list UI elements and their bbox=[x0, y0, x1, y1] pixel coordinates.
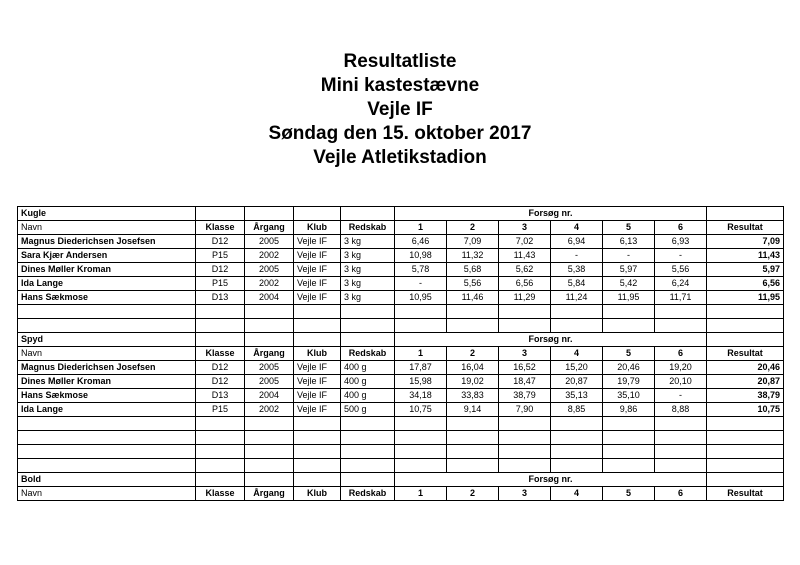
attempt-value: 7,90 bbox=[499, 403, 551, 417]
implement: 500 g bbox=[341, 403, 395, 417]
attempt-value: 5,38 bbox=[551, 263, 603, 277]
empty-cell bbox=[245, 445, 294, 459]
empty-cell bbox=[245, 417, 294, 431]
empty-cell bbox=[447, 445, 499, 459]
athlete-name: Sara Kjær Andersen bbox=[18, 249, 196, 263]
athlete-birth-year: 2005 bbox=[245, 375, 294, 389]
empty-cell bbox=[603, 445, 655, 459]
empty-cell bbox=[196, 473, 245, 487]
athlete-class: P15 bbox=[196, 249, 245, 263]
column-header-attempt: 3 bbox=[499, 487, 551, 501]
empty-cell bbox=[551, 445, 603, 459]
athlete-row bbox=[18, 277, 784, 291]
empty-cell bbox=[294, 459, 341, 473]
athlete-row bbox=[18, 249, 784, 263]
athlete-row bbox=[18, 389, 784, 403]
implement: 3 kg bbox=[341, 291, 395, 305]
athlete-birth-year: 2005 bbox=[245, 263, 294, 277]
attempt-value: 33,83 bbox=[447, 389, 499, 403]
athlete-row bbox=[18, 375, 784, 389]
empty-cell bbox=[196, 207, 245, 221]
athlete-name: Dines Møller Kroman bbox=[18, 375, 196, 389]
section-title: Kugle bbox=[18, 207, 196, 221]
attempt-value: 16,04 bbox=[447, 361, 499, 375]
athlete-club: Vejle IF bbox=[294, 235, 341, 249]
column-header-attempt: 2 bbox=[447, 347, 499, 361]
empty-cell bbox=[341, 431, 395, 445]
attempt-value: 18,47 bbox=[499, 375, 551, 389]
empty-cell bbox=[655, 459, 707, 473]
athlete-class: D13 bbox=[196, 291, 245, 305]
attempts-group-header: Forsøg nr. bbox=[395, 207, 707, 221]
attempt-value: 15,98 bbox=[395, 375, 447, 389]
empty-cell bbox=[196, 431, 245, 445]
column-header-attempt: 1 bbox=[395, 221, 447, 235]
column-header-resultat: Resultat bbox=[707, 347, 784, 361]
athlete-club: Vejle IF bbox=[294, 403, 341, 417]
event-name: Mini kastestævne bbox=[320, 75, 480, 96]
attempt-value: 20,10 bbox=[655, 375, 707, 389]
column-header-attempt: 6 bbox=[655, 347, 707, 361]
attempt-value: 17,87 bbox=[395, 361, 447, 375]
empty-cell bbox=[499, 305, 551, 319]
empty-cell bbox=[551, 417, 603, 431]
empty-cell bbox=[341, 333, 395, 347]
athlete-birth-year: 2004 bbox=[245, 389, 294, 403]
attempt-value: 11,32 bbox=[447, 249, 499, 263]
attempt-value: - bbox=[551, 249, 603, 263]
empty-cell bbox=[707, 459, 784, 473]
empty-cell bbox=[18, 445, 196, 459]
empty-cell bbox=[294, 333, 341, 347]
empty-cell bbox=[196, 459, 245, 473]
column-header-row bbox=[18, 221, 784, 235]
column-header-attempt: 3 bbox=[499, 347, 551, 361]
event-venue: Vejle Atletikstadion bbox=[313, 147, 487, 168]
result-value: 5,97 bbox=[707, 263, 784, 277]
empty-cell bbox=[395, 319, 447, 333]
empty-cell bbox=[395, 459, 447, 473]
empty-row bbox=[18, 445, 784, 459]
empty-cell bbox=[294, 431, 341, 445]
empty-cell bbox=[294, 319, 341, 333]
empty-cell bbox=[294, 417, 341, 431]
empty-cell bbox=[294, 473, 341, 487]
column-header-attempt: 4 bbox=[551, 221, 603, 235]
result-value: 6,56 bbox=[707, 277, 784, 291]
column-header-attempt: 2 bbox=[447, 487, 499, 501]
empty-cell bbox=[395, 417, 447, 431]
empty-cell bbox=[707, 305, 784, 319]
empty-cell bbox=[655, 431, 707, 445]
athlete-club: Vejle IF bbox=[294, 389, 341, 403]
attempt-value: 5,68 bbox=[447, 263, 499, 277]
empty-cell bbox=[707, 207, 784, 221]
implement: 400 g bbox=[341, 375, 395, 389]
athlete-name: Magnus Diederichsen Josefsen bbox=[18, 235, 196, 249]
empty-cell bbox=[655, 305, 707, 319]
attempt-value: 10,75 bbox=[395, 403, 447, 417]
document-title: Resultatliste bbox=[343, 51, 457, 72]
empty-cell bbox=[18, 417, 196, 431]
attempt-value: 10,95 bbox=[395, 291, 447, 305]
athlete-birth-year: 2004 bbox=[245, 291, 294, 305]
athlete-club: Vejle IF bbox=[294, 263, 341, 277]
implement: 3 kg bbox=[341, 249, 395, 263]
column-header-navn: Navn bbox=[18, 347, 196, 361]
empty-cell bbox=[341, 305, 395, 319]
column-header-klasse: Klasse bbox=[196, 221, 245, 235]
implement: 3 kg bbox=[341, 277, 395, 291]
empty-cell bbox=[341, 473, 395, 487]
section-header-row bbox=[18, 333, 784, 347]
empty-cell bbox=[499, 417, 551, 431]
attempt-value: 19,02 bbox=[447, 375, 499, 389]
athlete-row bbox=[18, 361, 784, 375]
empty-cell bbox=[395, 305, 447, 319]
result-value: 10,75 bbox=[707, 403, 784, 417]
athlete-name: Ida Lange bbox=[18, 403, 196, 417]
athlete-row bbox=[18, 291, 784, 305]
empty-cell bbox=[196, 305, 245, 319]
implement: 400 g bbox=[341, 361, 395, 375]
attempt-value: 6,46 bbox=[395, 235, 447, 249]
empty-row bbox=[18, 417, 784, 431]
empty-cell bbox=[245, 207, 294, 221]
empty-cell bbox=[447, 319, 499, 333]
column-header-klub: Klub bbox=[294, 347, 341, 361]
empty-cell bbox=[245, 473, 294, 487]
empty-cell bbox=[447, 417, 499, 431]
column-header-attempt: 2 bbox=[447, 221, 499, 235]
event-date: Søndag den 15. oktober 2017 bbox=[268, 123, 532, 144]
result-value: 20,46 bbox=[707, 361, 784, 375]
empty-cell bbox=[499, 431, 551, 445]
empty-cell bbox=[447, 431, 499, 445]
attempt-value: - bbox=[655, 249, 707, 263]
empty-cell bbox=[655, 319, 707, 333]
attempt-value: 6,56 bbox=[499, 277, 551, 291]
empty-cell bbox=[603, 305, 655, 319]
column-header-row bbox=[18, 487, 784, 501]
column-header-klasse: Klasse bbox=[196, 487, 245, 501]
attempt-value: 8,85 bbox=[551, 403, 603, 417]
attempt-value: 11,71 bbox=[655, 291, 707, 305]
column-header-argang: Årgang bbox=[245, 347, 294, 361]
attempt-value: 5,56 bbox=[655, 263, 707, 277]
athlete-class: D12 bbox=[196, 235, 245, 249]
attempt-value: - bbox=[603, 249, 655, 263]
result-value: 38,79 bbox=[707, 389, 784, 403]
athlete-class: D12 bbox=[196, 361, 245, 375]
column-header-klub: Klub bbox=[294, 221, 341, 235]
attempt-value: 8,88 bbox=[655, 403, 707, 417]
attempt-value: 11,43 bbox=[499, 249, 551, 263]
empty-cell bbox=[395, 431, 447, 445]
athlete-row bbox=[18, 403, 784, 417]
attempt-value: 34,18 bbox=[395, 389, 447, 403]
column-header-attempt: 1 bbox=[395, 487, 447, 501]
attempt-value: 9,14 bbox=[447, 403, 499, 417]
athlete-name: Magnus Diederichsen Josefsen bbox=[18, 361, 196, 375]
empty-cell bbox=[551, 459, 603, 473]
empty-cell bbox=[707, 417, 784, 431]
empty-cell bbox=[707, 333, 784, 347]
athlete-club: Vejle IF bbox=[294, 375, 341, 389]
attempt-value: 6,24 bbox=[655, 277, 707, 291]
column-header-klub: Klub bbox=[294, 487, 341, 501]
result-value: 11,43 bbox=[707, 249, 784, 263]
column-header-attempt: 6 bbox=[655, 487, 707, 501]
athlete-class: P15 bbox=[196, 277, 245, 291]
column-header-attempt: 6 bbox=[655, 221, 707, 235]
athlete-club: Vejle IF bbox=[294, 291, 341, 305]
empty-cell bbox=[603, 319, 655, 333]
athlete-club: Vejle IF bbox=[294, 361, 341, 375]
empty-cell bbox=[245, 333, 294, 347]
athlete-name: Ida Lange bbox=[18, 277, 196, 291]
implement: 3 kg bbox=[341, 235, 395, 249]
attempt-value: - bbox=[655, 389, 707, 403]
empty-cell bbox=[707, 473, 784, 487]
athlete-class: P15 bbox=[196, 403, 245, 417]
attempt-value: 10,98 bbox=[395, 249, 447, 263]
column-header-attempt: 5 bbox=[603, 487, 655, 501]
athlete-birth-year: 2002 bbox=[245, 249, 294, 263]
section-title: Bold bbox=[18, 473, 196, 487]
athlete-club: Vejle IF bbox=[294, 277, 341, 291]
column-header-resultat: Resultat bbox=[707, 487, 784, 501]
column-header-attempt: 5 bbox=[603, 221, 655, 235]
attempt-value: 11,29 bbox=[499, 291, 551, 305]
empty-cell bbox=[447, 459, 499, 473]
attempt-value: 6,94 bbox=[551, 235, 603, 249]
attempt-value: - bbox=[395, 277, 447, 291]
column-header-attempt: 3 bbox=[499, 221, 551, 235]
athlete-class: D13 bbox=[196, 389, 245, 403]
empty-row bbox=[18, 319, 784, 333]
athlete-birth-year: 2005 bbox=[245, 361, 294, 375]
attempt-value: 19,20 bbox=[655, 361, 707, 375]
attempts-group-header: Forsøg nr. bbox=[395, 473, 707, 487]
column-header-redskab: Redskab bbox=[341, 221, 395, 235]
empty-cell bbox=[551, 319, 603, 333]
column-header-argang: Årgang bbox=[245, 221, 294, 235]
column-header-redskab: Redskab bbox=[341, 487, 395, 501]
column-header-navn: Navn bbox=[18, 221, 196, 235]
column-header-attempt: 4 bbox=[551, 347, 603, 361]
athlete-name: Hans Sækmose bbox=[18, 389, 196, 403]
empty-cell bbox=[294, 207, 341, 221]
empty-row bbox=[18, 305, 784, 319]
empty-cell bbox=[551, 305, 603, 319]
result-value: 7,09 bbox=[707, 235, 784, 249]
athlete-row bbox=[18, 263, 784, 277]
athlete-class: D12 bbox=[196, 375, 245, 389]
empty-cell bbox=[18, 459, 196, 473]
attempts-group-header: Forsøg nr. bbox=[395, 333, 707, 347]
empty-cell bbox=[655, 417, 707, 431]
empty-cell bbox=[18, 431, 196, 445]
empty-cell bbox=[655, 445, 707, 459]
empty-cell bbox=[294, 445, 341, 459]
athlete-birth-year: 2002 bbox=[245, 403, 294, 417]
empty-cell bbox=[341, 417, 395, 431]
implement: 400 g bbox=[341, 389, 395, 403]
attempt-value: 15,20 bbox=[551, 361, 603, 375]
empty-cell bbox=[341, 207, 395, 221]
empty-row bbox=[18, 431, 784, 445]
athlete-birth-year: 2002 bbox=[245, 277, 294, 291]
section-header-row bbox=[18, 473, 784, 487]
attempt-value: 35,10 bbox=[603, 389, 655, 403]
empty-cell bbox=[245, 319, 294, 333]
implement: 3 kg bbox=[341, 263, 395, 277]
empty-cell bbox=[499, 459, 551, 473]
empty-cell bbox=[341, 445, 395, 459]
attempt-value: 20,87 bbox=[551, 375, 603, 389]
empty-cell bbox=[341, 459, 395, 473]
attempt-value: 16,52 bbox=[499, 361, 551, 375]
empty-cell bbox=[395, 445, 447, 459]
section-title: Spyd bbox=[18, 333, 196, 347]
athlete-name: Dines Møller Kroman bbox=[18, 263, 196, 277]
attempt-value: 11,46 bbox=[447, 291, 499, 305]
empty-cell bbox=[499, 319, 551, 333]
empty-cell bbox=[551, 431, 603, 445]
empty-cell bbox=[707, 431, 784, 445]
attempt-value: 6,93 bbox=[655, 235, 707, 249]
document-header bbox=[0, 50, 800, 170]
attempt-value: 6,13 bbox=[603, 235, 655, 249]
attempt-value: 11,95 bbox=[603, 291, 655, 305]
attempt-value: 5,78 bbox=[395, 263, 447, 277]
empty-cell bbox=[294, 305, 341, 319]
attempt-value: 7,09 bbox=[447, 235, 499, 249]
organizer-club: Vejle IF bbox=[367, 99, 433, 120]
empty-cell bbox=[245, 431, 294, 445]
empty-cell bbox=[196, 417, 245, 431]
empty-cell bbox=[196, 319, 245, 333]
empty-cell bbox=[603, 431, 655, 445]
athlete-club: Vejle IF bbox=[294, 249, 341, 263]
result-value: 20,87 bbox=[707, 375, 784, 389]
section-header-row bbox=[18, 207, 784, 221]
attempt-value: 35,13 bbox=[551, 389, 603, 403]
athlete-name: Hans Sækmose bbox=[18, 291, 196, 305]
attempt-value: 5,62 bbox=[499, 263, 551, 277]
empty-cell bbox=[245, 459, 294, 473]
column-header-redskab: Redskab bbox=[341, 347, 395, 361]
column-header-navn: Navn bbox=[18, 487, 196, 501]
empty-cell bbox=[18, 319, 196, 333]
column-header-row bbox=[18, 347, 784, 361]
empty-cell bbox=[18, 305, 196, 319]
attempt-value: 19,79 bbox=[603, 375, 655, 389]
empty-cell bbox=[447, 305, 499, 319]
column-header-attempt: 1 bbox=[395, 347, 447, 361]
attempt-value: 5,97 bbox=[603, 263, 655, 277]
empty-cell bbox=[603, 417, 655, 431]
empty-cell bbox=[707, 319, 784, 333]
attempt-value: 11,24 bbox=[551, 291, 603, 305]
attempt-value: 7,02 bbox=[499, 235, 551, 249]
column-header-argang: Årgang bbox=[245, 487, 294, 501]
attempt-value: 5,56 bbox=[447, 277, 499, 291]
empty-cell bbox=[196, 333, 245, 347]
athlete-class: D12 bbox=[196, 263, 245, 277]
empty-cell bbox=[499, 445, 551, 459]
column-header-resultat: Resultat bbox=[707, 221, 784, 235]
athlete-row bbox=[18, 235, 784, 249]
result-value: 11,95 bbox=[707, 291, 784, 305]
empty-cell bbox=[245, 305, 294, 319]
empty-row bbox=[18, 459, 784, 473]
attempt-value: 5,42 bbox=[603, 277, 655, 291]
attempt-value: 9,86 bbox=[603, 403, 655, 417]
attempt-value: 20,46 bbox=[603, 361, 655, 375]
attempt-value: 5,84 bbox=[551, 277, 603, 291]
empty-cell bbox=[196, 445, 245, 459]
empty-cell bbox=[603, 459, 655, 473]
empty-cell bbox=[707, 445, 784, 459]
results-table bbox=[17, 206, 784, 501]
empty-cell bbox=[341, 319, 395, 333]
column-header-klasse: Klasse bbox=[196, 347, 245, 361]
athlete-birth-year: 2005 bbox=[245, 235, 294, 249]
column-header-attempt: 4 bbox=[551, 487, 603, 501]
attempt-value: 38,79 bbox=[499, 389, 551, 403]
column-header-attempt: 5 bbox=[603, 347, 655, 361]
